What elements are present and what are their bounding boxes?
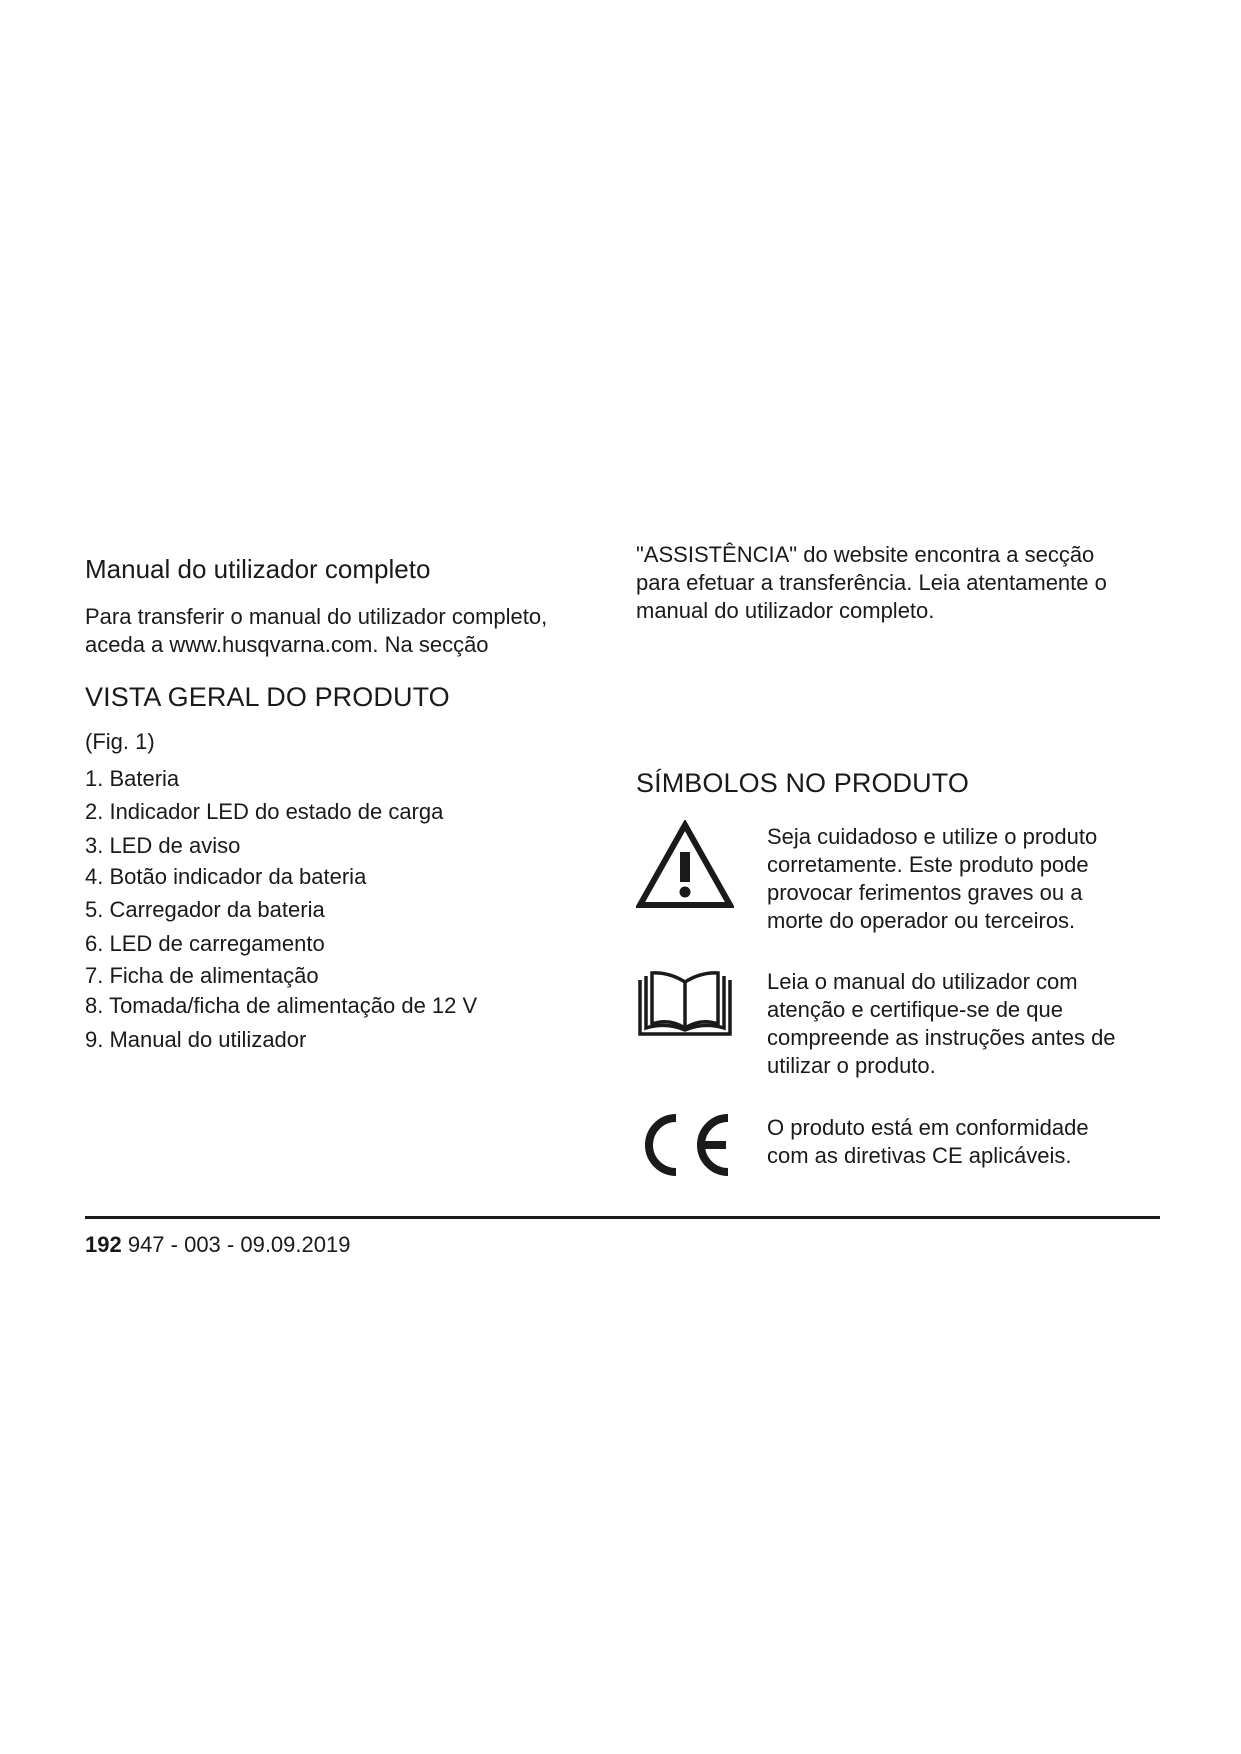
manual-download-paragraph-continued — [636, 541, 1156, 625]
document-code — [85, 1231, 350, 1259]
description-line: atenção e certifique-se de que — [767, 997, 1063, 1022]
warning-triangle-icon — [636, 820, 734, 910]
document-code-prefix: 192 — [85, 1232, 122, 1257]
list-item: 9. Manual do utilizador — [85, 1027, 307, 1052]
list-item: 7. Ficha de alimentação — [85, 963, 319, 988]
list-item: 6. LED de carregamento — [85, 931, 325, 956]
description-line: morte do operador ou terceiros. — [767, 908, 1076, 933]
list-item: 2. Indicador LED do estado de carga — [85, 799, 444, 824]
description-line: corretamente. Este produto pode — [767, 852, 1089, 877]
paragraph-line: manual do utilizador completo. — [636, 598, 935, 623]
footer-divider — [85, 1216, 1160, 1219]
description-line: Leia o manual do utilizador com — [767, 969, 1078, 994]
manual-download-paragraph — [85, 603, 547, 659]
symbols-section-title: SÍMBOLOS NO PRODUTO — [636, 768, 969, 798]
description-line: Seja cuidadoso e utilize o produto — [767, 824, 1098, 849]
open-book-icon — [636, 970, 734, 1038]
description-line: provocar ferimentos graves ou a — [767, 880, 1083, 905]
document-code-rest: 947 - 003 - 09.09.2019 — [121, 1232, 351, 1257]
ce-symbol-description — [767, 1114, 1167, 1170]
list-item: 5. Carregador da bateria — [85, 897, 325, 922]
list-item: 1. Bateria — [85, 766, 180, 791]
paragraph-line: aceda a www.husqvarna.com. Na secção — [85, 632, 489, 657]
list-item: 8. Tomada/ficha de alimentação de 12 V — [85, 993, 478, 1018]
warning-symbol-description — [767, 823, 1167, 935]
paragraph-line: "ASSISTÊNCIA" do website encontra a secção — [636, 542, 1095, 567]
ce-mark-icon — [636, 1112, 734, 1178]
paragraph-line: para efetuar a transferência. Leia atentamente o — [636, 570, 1107, 595]
figure-reference: (Fig. 1) — [85, 729, 155, 754]
list-item: 4. Botão indicador da bateria — [85, 864, 367, 889]
description-line: com as diretivas CE aplicáveis. — [767, 1143, 1072, 1168]
manual-symbol-description — [767, 968, 1167, 1080]
list-item: 3. LED de aviso — [85, 833, 241, 858]
description-line: compreende as instruções antes de — [767, 1025, 1116, 1050]
manual-section-title: Manual do utilizador completo — [85, 554, 431, 584]
product-overview-title: VISTA GERAL DO PRODUTO — [85, 682, 450, 712]
description-line: O produto está em conformidade — [767, 1115, 1089, 1140]
description-line: utilizar o produto. — [767, 1053, 936, 1078]
paragraph-line: Para transferir o manual do utilizador completo, — [85, 604, 548, 629]
